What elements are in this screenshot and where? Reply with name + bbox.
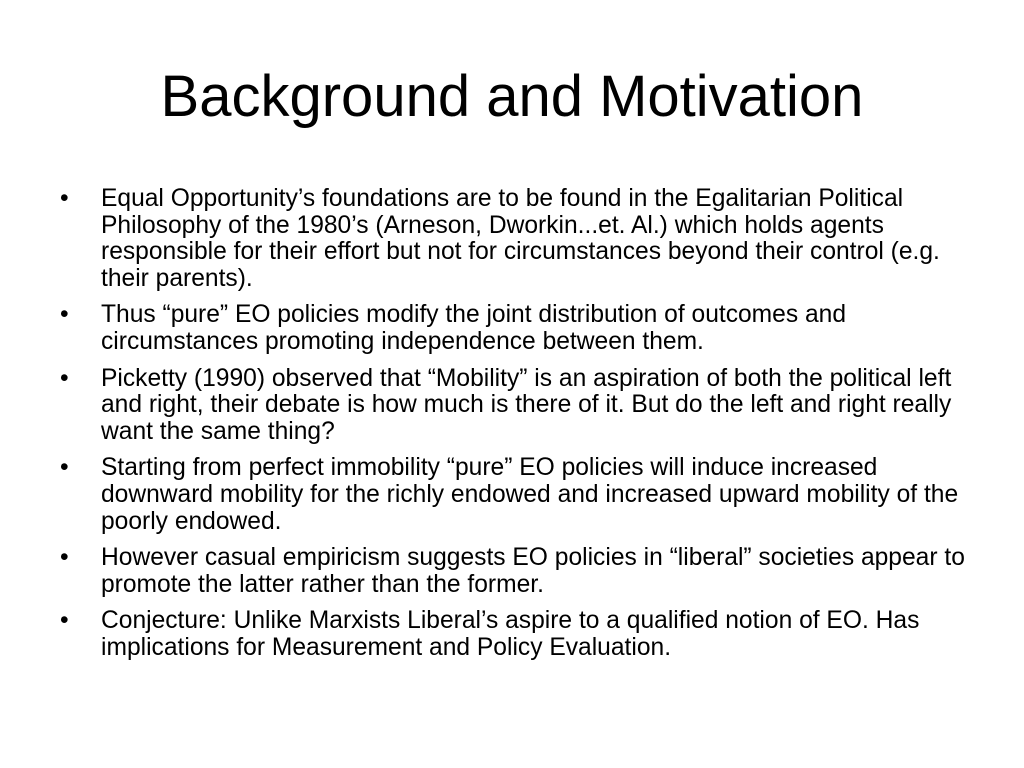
bullet-item [60,302,970,355]
bullet-text: Picketty (1990) observed that “Mobility” is an aspiration of both the political left and right, their debate is how much is there of it. But do the left and right really want the same thing? [101,364,952,445]
bullet-dot-icon: • [60,544,69,572]
bullet-dot-icon: • [60,185,69,212]
bullet-item [60,455,970,535]
bullet-text: Starting from perfect immobility “pure” EO policies will induce increased downward mobility for the richly endowed and increased upward mobility of the poorly endowed. [101,454,959,535]
bullet-dot-icon: • [60,301,69,329]
bullet-item [60,186,970,292]
bullet-dot-icon: • [60,454,69,482]
bullet-item [60,545,970,598]
bullet-item [60,366,970,446]
slide-title: Background and Motivation [160,64,864,129]
bullet-dot-icon: • [60,607,69,635]
bullet-dot-icon: • [60,364,69,392]
bullet-text: Conjecture: Unlike Marxists Liberal’s aspire to a qualified notion of EO. Has implications for Measurement and Policy Evaluation. [101,607,920,661]
bullet-item [60,608,970,661]
bullet-list [60,186,970,672]
bullet-text: However casual empiricism suggests EO policies in “liberal” societies appear to promote the latter rather than the former. [101,544,965,598]
bullet-text: Thus “pure” EO policies modify the joint distribution of outcomes and circumstances promoting independence between them. [101,301,847,355]
bullet-text: Equal Opportunity’s foundations are to be found in the Egalitarian Political Philosophy of the 1980’s (Arneson, Dworkin...et. Al.) which holds agents responsible for their effort but not for circumstances beyond their control (e.g. their parents). [101,185,940,292]
